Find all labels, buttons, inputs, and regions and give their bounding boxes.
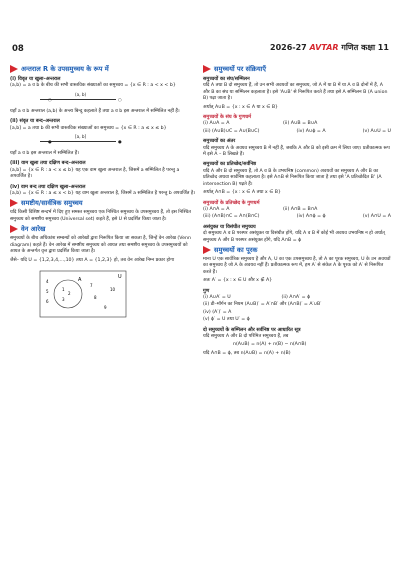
svg-text:3: 3 bbox=[62, 296, 65, 302]
header-subject: गणित bbox=[341, 43, 359, 52]
subheading: समुच्चयों का संघ/सम्मिलन bbox=[203, 76, 250, 82]
section-heading: समुच्चयों पर संक्रियाएँ bbox=[203, 65, 391, 73]
paragraph: यदि A तथा B दो समुच्चय हैं, तो उन सभी अवयवों का समुच्चय, जो A में या B में या A व B दोनों में हैं, A और B का संघ या सम्मिलन कहलाता है। इसे 'A∪B' से निरूपित करते हैं तथा इसे A सम्मिलन B (A union B) पढ़ा जाता है। bbox=[203, 83, 388, 102]
subheading: समुच्चयों का प्रतिच्छेद/सर्वनिष्ठ bbox=[203, 161, 257, 168]
svg-text:A: A bbox=[78, 276, 82, 283]
paragraph: (a,b) = a व b के बीच की सभी वास्तविक संख्याओं का समुच्चय = {x ∈ R : a < x < b} bbox=[10, 83, 176, 89]
section-heading: अन्तराल R के उपसमुच्चय के रूप में bbox=[10, 65, 196, 73]
header-class: कक्षा 11 bbox=[361, 43, 389, 52]
paragraph: यदि A∩B = ϕ, तब n(A∪B) = n(A) + n(B) bbox=[203, 350, 291, 356]
running-head bbox=[270, 42, 389, 53]
svg-text:10: 10 bbox=[110, 286, 116, 292]
paragraph: यदि किसी विशिष्ट सन्दर्भ में दिए हुए समस्त समुच्चय एक निश्चित समुच्चय के उपसमुच्चय हैं, तो इस निश्चित समुच्चय को समष्टीय समुच्चय (Universal set) कहते हैं, इसे U से प्रदर्शित किया जाता है। bbox=[10, 210, 191, 222]
formula: अर्थात् A∪B = {x : x ∈ A या x ∈ B} bbox=[203, 104, 279, 110]
property-row: (iii) (A∪B)∪C = A∪(B∪C) (iv) A∪ϕ = A (v) A∪U = U bbox=[203, 128, 391, 134]
paragraph: यहाँ a व b इस अन्तराल में सम्मिलित हैं। bbox=[10, 151, 79, 157]
paragraph: यदि A और B दो समुच्चय हैं, तो A व B के उभयनिष्ठ (common) अवयवों का समुच्चय A और B का प्रतिच्छेद अथवा सार्वनिष्ठ कहलाता है। इसे A∩B से निरूपित किया जाता है तथा इसे 'A प्रतिच्छेदित B' (A intersection B) पढ़ते हैं। bbox=[203, 168, 382, 187]
svg-text:2: 2 bbox=[68, 290, 71, 296]
arrow-icon bbox=[10, 65, 18, 73]
subheading: (i) विवृत या खुला–अन्तराल bbox=[10, 76, 61, 82]
property-line: (ii) डी–मॉर्गन का नियम (A∪B)′ = A′∩B′ और (A∩B)′ = A′∪B′ bbox=[203, 302, 322, 308]
paragraph: यहाँ a व b अन्तराल (a,b) के अन्त्य बिन्दु कहलाते हैं तथा a व b इस अन्तराल में सम्मिलित नहीं हैं। bbox=[10, 108, 180, 114]
venn-diagram bbox=[38, 269, 128, 319]
svg-text:7: 7 bbox=[90, 282, 93, 288]
section-heading: वेन आरेख bbox=[10, 225, 196, 233]
subheading: (iv) वाम बन्द तथा दक्षिण खुला–अन्तराल bbox=[10, 183, 86, 190]
svg-text:U: U bbox=[118, 273, 122, 280]
subheading: समुच्चयों का अंतर bbox=[203, 138, 236, 145]
page-header bbox=[0, 0, 400, 62]
subheading: (iii) वाम खुला तथा दक्षिण बन्द–अन्तराल bbox=[10, 160, 86, 167]
svg-text:8: 8 bbox=[94, 294, 97, 300]
paragraph: यदि समुच्चय A के अवयव समुच्चय B में नहीं हैं, जबकि A और B को इसी क्रम में लिया जाए। प्रतीकात्मक रूप में इसे A – B लिखते हैं। bbox=[203, 145, 390, 158]
property-row: (i) A∪A = A (ii) A∪B = B∪A bbox=[203, 121, 318, 127]
arrow-icon bbox=[10, 199, 18, 207]
formula: n(A∪B) = n(A) + n(B) − n(A∩B) bbox=[233, 342, 307, 348]
section-heading: समुच्चयों का पूरक bbox=[203, 246, 391, 254]
subheading: गुण bbox=[203, 287, 210, 294]
property-line: (v) ϕ′ = U तथा U′ = ϕ bbox=[203, 317, 250, 323]
property-row: (iii) (A∩B)∩C = A∩(B∩C) (iv) A∩ϕ = ϕ (v) A∩U = A bbox=[203, 214, 391, 220]
number-line-open: (a, b) ○ ○ bbox=[40, 92, 196, 106]
formula: अतः A′ = {x : x ∈ U और x ∉ A} bbox=[203, 278, 273, 284]
paragraph: [a,b] = a तथा b की सभी वास्तविक संख्याओं का समुच्चय = {x ∈ R : a ≤ x ≤ b} bbox=[10, 125, 167, 131]
page-number: 08 bbox=[12, 44, 24, 54]
section-heading: समष्टीय/सार्वत्रिक समुच्चय bbox=[10, 199, 196, 207]
svg-text:4: 4 bbox=[46, 278, 49, 284]
left-column bbox=[10, 63, 196, 322]
paragraph: जैसे– यदि U = {1,2,3,4,...,10} तथा A = {1,2,3} हो, तब वेन आरेख निम्न प्रकार होगा bbox=[10, 257, 175, 263]
arrow-icon bbox=[203, 246, 211, 254]
paragraph: समुच्चयों के बीच अधिकांश सम्बन्धों को आरेखों द्वारा निरूपित किया जा सकता है, जिन्हें वेन आरेख (Venn diagram) कहते हैं। वेन आरेख में समष्टीय समुच्चय को आयत तथा समष्टीय समुच्चय के उपसमुच्चयों को आयत के अन्तर्गत वृत्त द्वारा प्रदर्शित किया जाता है। bbox=[10, 236, 191, 255]
number-line-closed: [a, b] ● ● bbox=[40, 134, 196, 148]
svg-text:6: 6 bbox=[46, 298, 49, 304]
subheading: (ii) संवृत या बन्द–अन्तराल bbox=[10, 118, 60, 125]
subheading: दो समुच्चयों के सम्मिलन और सर्वनिष्ठ पर आधारित सूत्र bbox=[203, 326, 301, 333]
header-year: 2026-27 bbox=[270, 43, 307, 52]
subheading: समुच्चयों के प्रतिच्छेद के गुणधर्म bbox=[203, 199, 260, 206]
svg-text:1: 1 bbox=[62, 286, 65, 292]
subheading: समुच्चयों के संघ के गुणधर्म bbox=[203, 114, 252, 121]
paragraph: माना U एक सार्वत्रिक समुच्चय है और A, U का एक उपसमुच्चय है, तो A का पूरक समुच्चय, U के उन अवयवों का समुच्चय है जो A के अवयव नहीं हैं। प्रतीकात्मक रूप में, हम A′ से संकेत A के पूरक को A′ से निरूपित करते हैं। bbox=[203, 256, 391, 275]
paragraph: यदि समुच्चय A और B दो परिमित समुच्चय हैं, तब bbox=[203, 334, 289, 339]
paragraph: दो समुच्चय A व B परस्पर असंयुक्त या विसंघीत होंगे, यदि A व B में कोई भी अवयव उभयनिष्ठ न हो अर्थात् समुच्चय A और B परस्पर असंयुक्त होंगे, यदि A∩B = ϕ bbox=[203, 231, 385, 243]
subheading: असंयुक्त या विसंघीत समुच्चय bbox=[203, 223, 256, 230]
right-column bbox=[203, 63, 391, 359]
svg-text:9: 9 bbox=[104, 304, 107, 310]
property-row: (i) A∪A′ = U (ii) A∩A′ = ϕ bbox=[203, 294, 311, 300]
paragraph: (a,b] = {x ∈ R : a < x ≤ b} यह एक वाम खुला अन्तराल है, जिसमें a सम्मिलित है परन्तु a अपवर्जित है। bbox=[10, 167, 180, 180]
arrow-icon bbox=[203, 65, 211, 73]
paragraph: [a,b) = {x ∈ R : a ≤ x < b} यह वाम खुला अन्तराल है, जिसमें a सम्मिलित है परन्तु b अपवर्जित है। bbox=[10, 191, 196, 197]
formula: अर्थात् A∩B = {x : x ∈ A तथा x ∈ B} bbox=[203, 190, 281, 196]
property-row: (i) A∩A = A (ii) A∩B = B∩A bbox=[203, 206, 318, 212]
svg-text:5: 5 bbox=[46, 288, 49, 294]
brand-logo: AVTAR bbox=[309, 43, 339, 52]
property-line: (iv) (A′)′ = A bbox=[203, 309, 232, 315]
arrow-icon bbox=[10, 225, 18, 233]
